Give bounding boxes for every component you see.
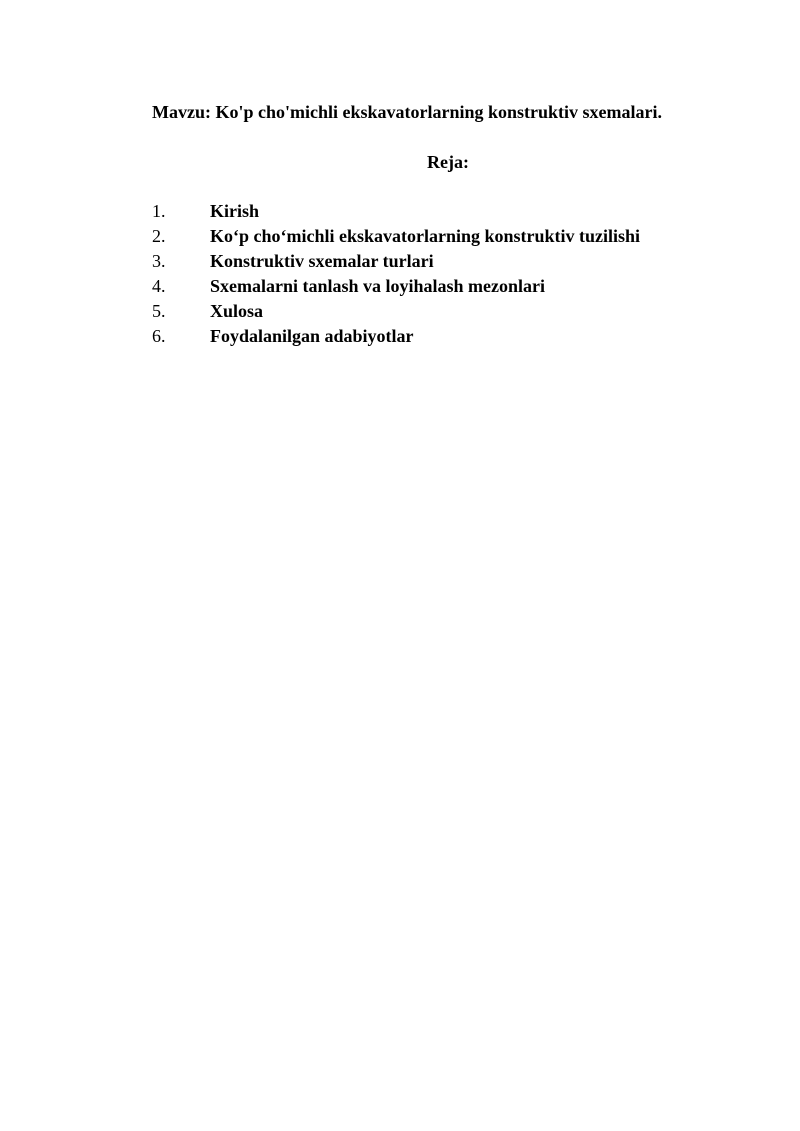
plan-item-number: 6. [152, 326, 166, 346]
plan-item-text: Ko‘p cho‘michli ekskavatorlarning konstruktiv tuzilishi [210, 226, 641, 246]
plan-item-text: Xulosa [210, 301, 264, 321]
plan-item-1 [152, 199, 640, 224]
plan-item-text: Konstruktiv sxemalar turlari [210, 251, 434, 271]
plan-item-3 [152, 249, 640, 274]
plan-item-text: Foydalanilgan adabiyotlar [210, 326, 414, 346]
plan-item-text: Sxemalarni tanlash va loyihalash mezonlari [210, 276, 546, 296]
plan-list [152, 199, 640, 349]
plan-item-2 [152, 224, 640, 249]
plan-item-number: 1. [152, 201, 166, 221]
plan-item-number: 5. [152, 301, 166, 321]
plan-item-text: Kirish [210, 201, 260, 221]
plan-item-5 [152, 299, 640, 324]
plan-item-6 [152, 324, 640, 349]
topic-title: Mavzu: Ko'p cho'michli ekskavatorlarning konstruktiv sxemalari. [152, 102, 663, 122]
plan-heading: Reja: [427, 152, 469, 172]
plan-item-4 [152, 274, 640, 299]
plan-item-number: 2. [152, 226, 166, 246]
plan-item-number: 4. [152, 276, 166, 296]
plan-item-number: 3. [152, 251, 166, 271]
